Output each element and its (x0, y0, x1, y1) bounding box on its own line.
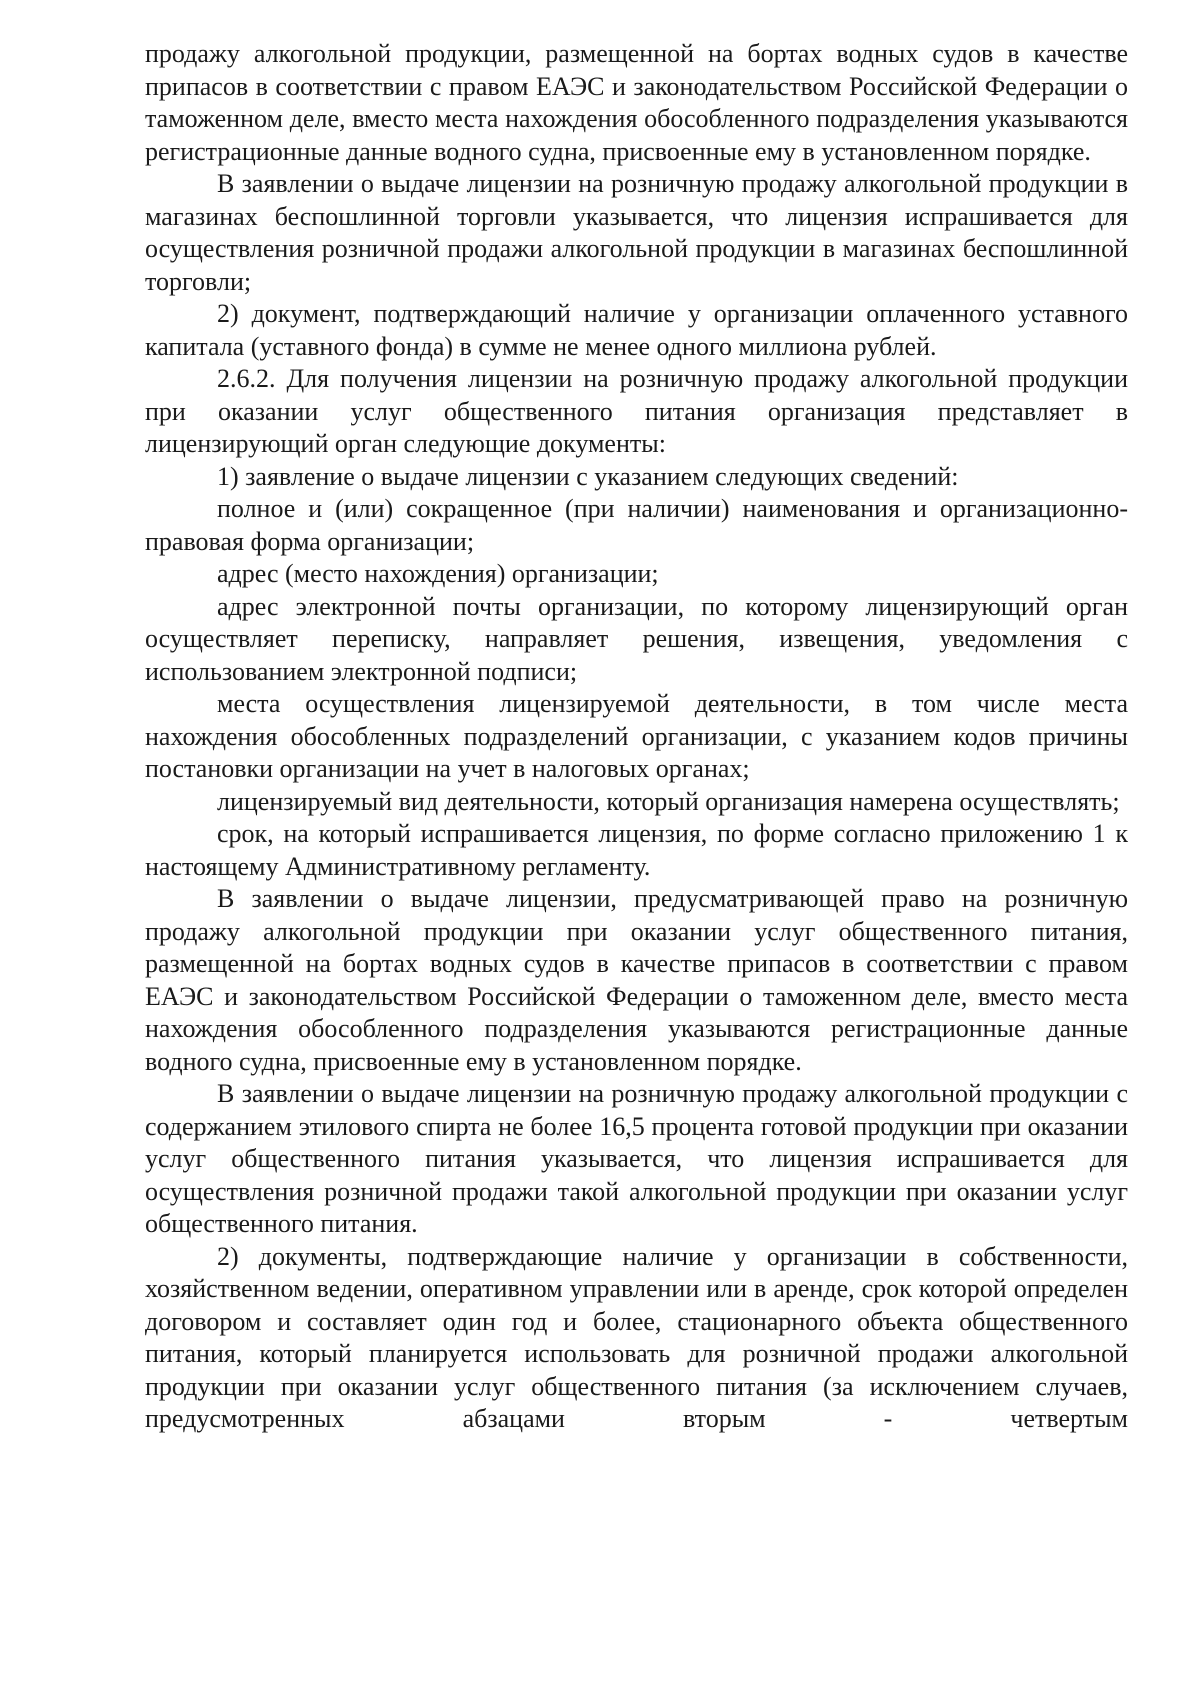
paragraph-catering-facility: 2) документы, подтверждающие наличие у организации в собственности, хозяйственном ведении, оперативном управлении или в аренде, срок которой определен договором и составляет один год и более, стационарного объекта общественного питания, который планируется использовать для розничной продажи алкогольной продукции при оказании услуг общественного питания (за исключением случаев, предусмотренных абзацами вторым - четвертым (145, 1241, 1128, 1433)
paragraph-email: адрес электронной почты организации, по которому лицензирующий орган осуществляет переписку, направляет решения, извещения, уведомления с использованием электронной подписи; (145, 591, 1128, 686)
paragraph-water-vessels: В заявлении о выдаче лицензии, предусматривающей право на розничную продажу алкогольной продукции при оказании услуг общественного питания, размещенной на бортах водных судов в качестве припасов в соответствии с правом ЕАЭС и законодательством Российской Федерации о таможенном деле, вместо места нахождения обособленного подразделения указываются регистрационные данные водного судна, присвоенные ему в установленном порядке. (145, 884, 1128, 1076)
paragraph-activity-places: места осуществления лицензируемой деятельности, в том числе места нахождения обособленных подразделений организации, с указанием кодов причины постановки организации на учет в налоговых органах; (145, 689, 1128, 783)
paragraph-duty-free: В заявлении о выдаче лицензии на розничную продажу алкогольной продукции в магазинах беспошлинной торговли указывается, что лицензия испрашивается для осуществления розничной продажи алкогольной продукции в магазинах беспошлинной торговли; (145, 169, 1128, 296)
paragraph-continuation: продажу алкогольной продукции, размещенной на бортах водных судов в качестве припасов в соответствии с правом ЕАЭС и законодательством Российской Федерации о таможенном деле, вместо места нахождения обособленного подразделения указываются регистрационные данные водного судна, присвоенные ему в установленном порядке. (145, 39, 1128, 166)
paragraph-capital-document: 2) документ, подтверждающий наличие у организации оплаченного уставного капитала (уставного фонда) в сумме не менее одного миллиона рублей. (145, 299, 1128, 361)
paragraph-ethyl-alcohol: В заявлении о выдаче лицензии на розничную продажу алкогольной продукции с содержанием этилового спирта не более 16,5 процента готовой продукции при оказании услуг общественного питания указывается, что лицензия испрашивается для осуществления розничной продажи такой алкогольной продукции при оказании услуг общественного питания. (145, 1079, 1128, 1238)
paragraph-license-term: срок, на который испрашивается лицензия, по форме согласно приложению 1 к настоящему Административному регламенту. (145, 819, 1128, 881)
paragraph-address: адрес (место нахождения) организации; (217, 559, 659, 588)
document-page (145, 38, 1128, 1436)
paragraph-application-item: 1) заявление о выдаче лицензии с указанием следующих сведений: (217, 461, 959, 491)
paragraph-section-2-6-2: 2.6.2. Для получения лицензии на розничную продажу алкогольной продукции при оказании услуг общественного питания организация представляет в лицензирующий орган следующие документы: (145, 364, 1128, 458)
paragraph-organization-name: полное и (или) сокращенное (при наличии) наименования и организационно-правовая форма организации; (145, 494, 1128, 556)
paragraph-activity-type: лицензируемый вид деятельности, который организация намерена осуществлять; (217, 786, 1120, 816)
